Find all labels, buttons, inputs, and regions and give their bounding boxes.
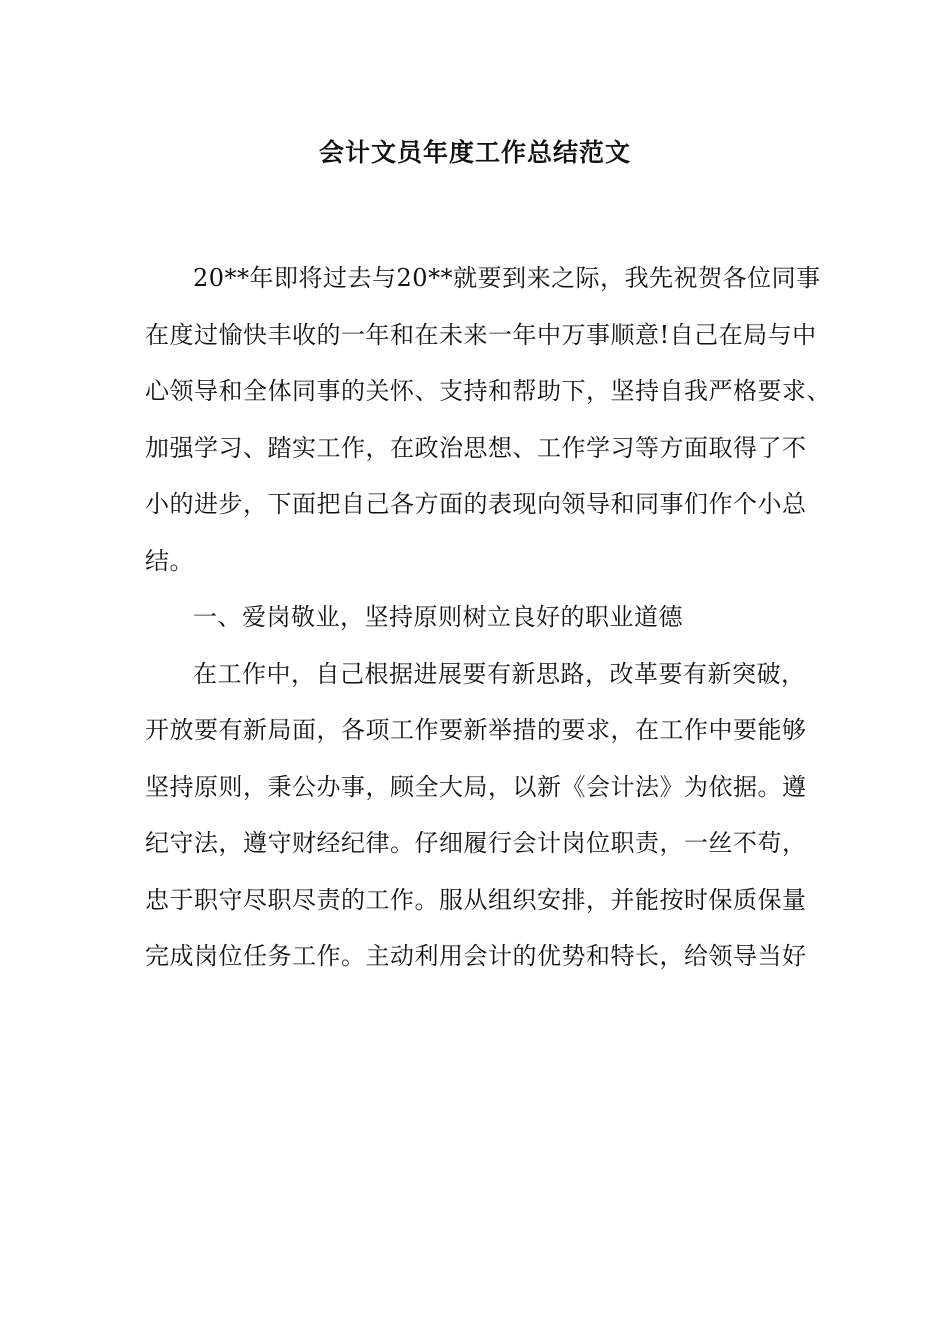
paragraph-line: 开放要有新局面，各项工作要新举措的要求，在工作中要能够 (145, 716, 807, 744)
paragraph-line: 加强学习、踏实工作，在政治思想、工作学习等方面取得了不 (145, 433, 807, 462)
paragraph-line: 在度过愉快丰收的一年和在未来一年中万事顺意!自己在局与中 (145, 320, 817, 349)
paragraph-line: 在工作中，自己根据进展要有新思路，改革要有新突破， (193, 659, 806, 688)
paragraph-line: 心领导和全体同事的关怀、支持和帮助下，坚持自我严格要求、 (145, 377, 831, 405)
paragraph-line: 结。 (145, 546, 194, 575)
document-title: 会计文员年度工作总结范文 (318, 138, 631, 167)
paragraph-line: 完成岗位任务工作。主动利用会计的优势和特长，给领导当好 (145, 942, 807, 970)
section-heading: 一、爱岗敬业，坚持原则树立良好的职业道德 (193, 603, 683, 631)
paragraph-line: 忠于职守尽职尽责的工作。服从组织安排，并能按时保质保量 (145, 885, 807, 914)
paragraph-line: 坚持原则，秉公办事，顾全大局，以新《会计法》为依据。遵 (145, 772, 807, 801)
paragraph-line: 小的进步，下面把自己各方面的表现向领导和同事们作个小总 (145, 490, 807, 518)
paragraph-line: 纪守法，遵守财经纪律。仔细履行会计岗位职责，一丝不苟， (145, 829, 807, 857)
document-body (145, 250, 831, 985)
paragraph-line: 20**年即将过去与20**就要到来之际，我先祝贺各位同事 (193, 264, 821, 292)
